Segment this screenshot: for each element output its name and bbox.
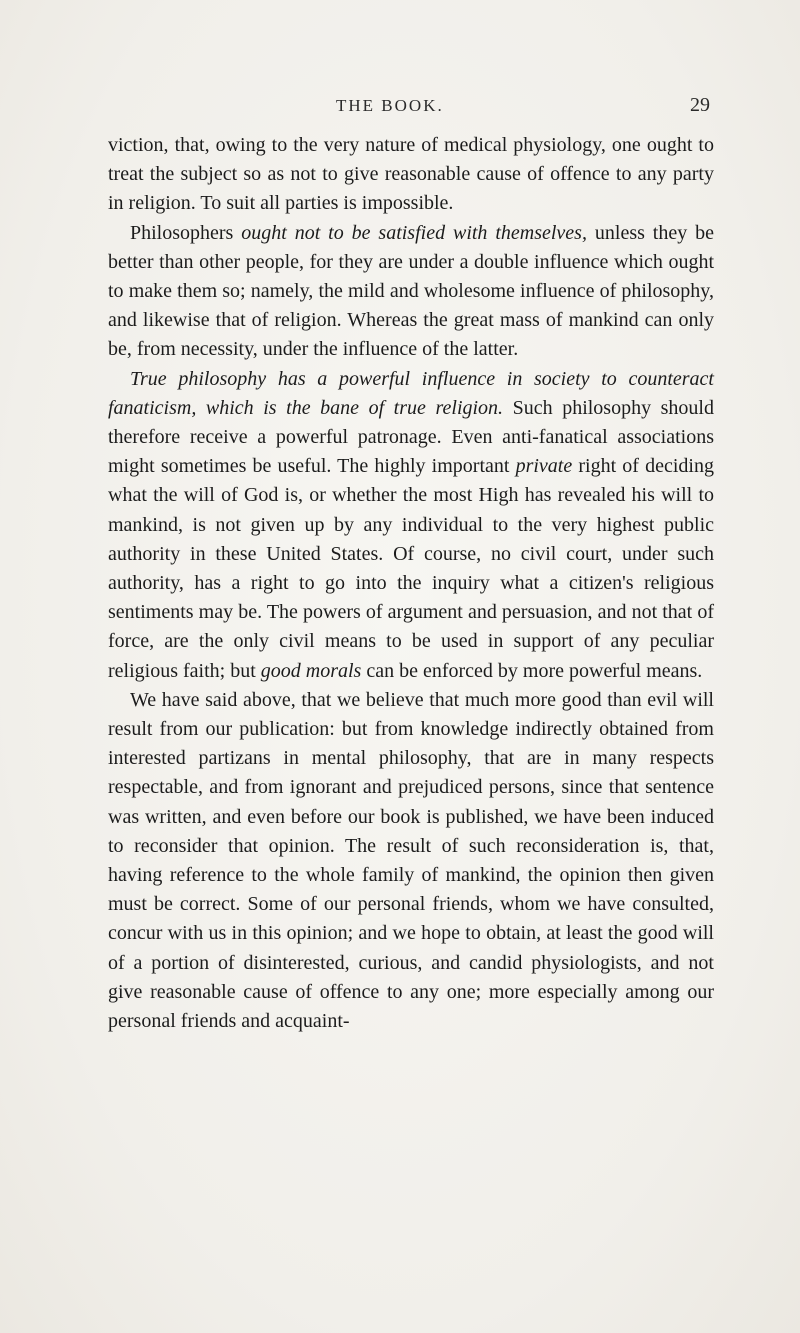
paragraph-2-italic: ought not to be satisfied with themselves, [241, 221, 587, 244]
paragraph-2-rest: unless they be better than other people, for they are under a double influence which ought to make them so; namely, the mild and wholesome influence of philosophy, and likewise that of religion. Whereas the great mass of mankind can only be, from necessity, under the influence of the latter. [108, 221, 715, 361]
paragraph-2-start: Philosophers [130, 221, 242, 244]
paragraph-4-text: We have said above, that we believe that much more good than evil will result from our publication: but from knowledge indirectly obtained from interested partizans in mental philosophy, that are in many respects respectable, and from ignorant and prejudiced persons, since that sentence was written, and even before our book is published, we have been induced to reconsider that opinion. The result of such reconsideration is, that, having reference to the whole family of mankind, the opinion then given must be correct. Some of our personal friends, whom we have consulted, concur with us in this opinion; and we hope to obtain, at least the good will of a portion of disinterested, curious, and candid physiologists, and not give reasonable cause of offence to any one; more especially among our personal friends and acquaint- [108, 688, 714, 1033]
paragraph-3-part-c: can be enforced by more powerful means. [361, 659, 703, 682]
paragraph-3-part-b: right of deciding what the will of God is, or whether the most High has revealed his will to mankind, is not given up by any individual to the very highest public authority in these United States. Of course, no civil court, under such authority, has a right to go into the inquiry what a citizen's religious sentiments may be. The powers of argument and persuasion, and not that of force, are the only civil means to be used in support of any peculiar religious faith; but [108, 455, 714, 682]
paragraph-2 [108, 219, 714, 365]
body-text [108, 131, 714, 1036]
paragraph-1-text: viction, that, owing to the very nature of medical physiology, one ought to treat the subject so as not to give reasonable cause of offence to any party in religion. To suit all parties is impossible. [108, 134, 714, 215]
paragraph-3-italic-lead: True philosophy has a powerful influence in society to counteract fanaticism, which is the bane of true religion. [108, 367, 714, 419]
running-title: THE BOOK. [336, 96, 444, 115]
page-number: 29 [690, 94, 710, 116]
paragraph-3-italic-private: private [515, 455, 573, 478]
paragraph-4 [108, 686, 714, 1036]
paragraph-3-part-a: Such philosophy should therefore receive a powerful patronage. Even anti-fanatical associations might sometimes be useful. The highly important [108, 396, 714, 478]
running-head [0, 96, 800, 126]
paragraph-1 [108, 131, 714, 219]
paragraph-3 [108, 365, 714, 686]
paragraph-3-italic-good-morals: good morals [260, 659, 362, 682]
